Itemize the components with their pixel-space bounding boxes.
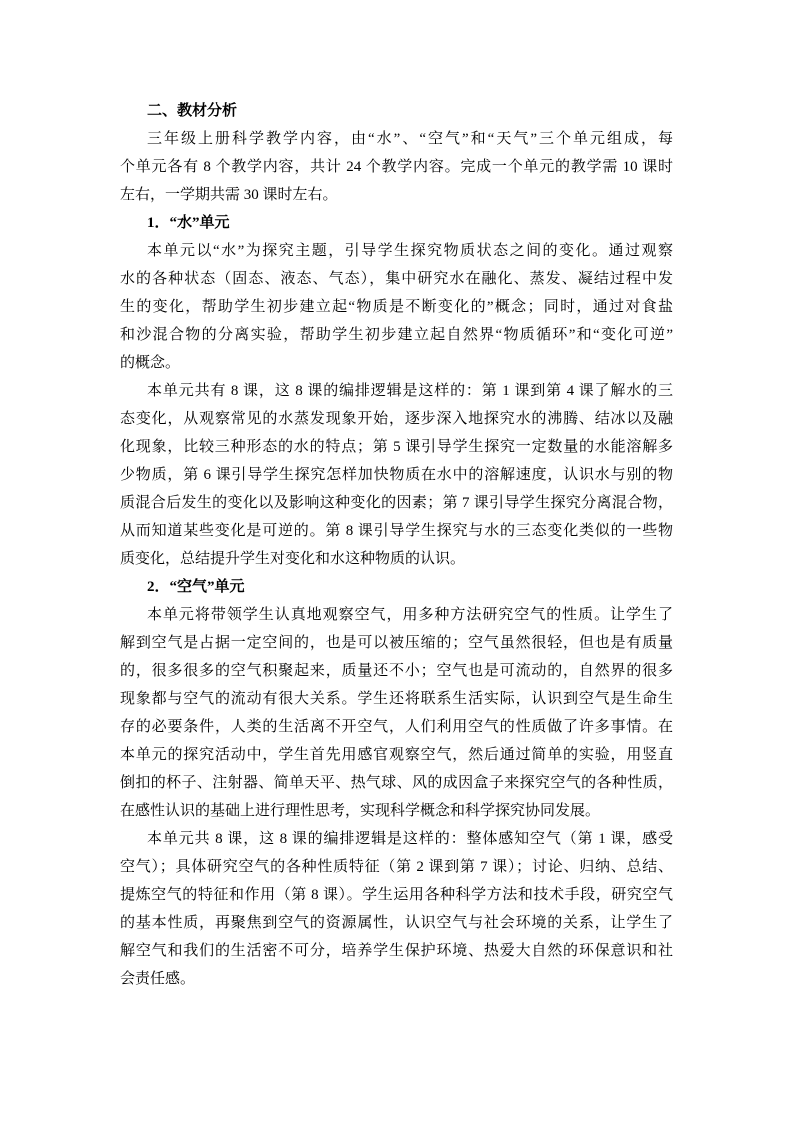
paragraph-line: 本单元将带领学生认真地观察空气，用多种方法研究空气的性质。让学生了	[147, 607, 673, 623]
air-unit-paragraph-2	[120, 825, 673, 993]
paragraph-line: 解到空气是占据一定空间的，也是可以被压缩的；空气虽然很轻，但也是有质量	[120, 635, 673, 651]
section-heading: 二、教材分析	[147, 103, 238, 119]
water-unit-heading: 1．“水”单元	[147, 215, 230, 231]
intro-paragraph	[120, 125, 673, 209]
paragraph-line: 现象都与空气的流动有很大关系。学生还将联系生活实际，认识到空气是生命生	[120, 691, 673, 707]
paragraph-line: 本单元以“水”为探究主题，引导学生探究物质状态之间的变化。通过观察	[147, 243, 673, 259]
paragraph-line: 本单元共有 8 课，这 8 课的编排逻辑是这样的：第 1 课到第 4 课了解水的三	[147, 383, 673, 399]
paragraph-line: 提炼空气的特征和作用（第 8 课）。学生运用各种科学方法和技术手段，研究空气	[120, 887, 673, 903]
paragraph-line: 水的各种状态（固态、液态、气态），集中研究水在融化、蒸发、凝结过程中发	[120, 271, 673, 287]
paragraph-line: 在感性认识的基础上进行理性思考，实现科学概念和科学探究协同发展。	[120, 803, 601, 819]
paragraph-line: 倒扣的杯子、注射器、简单天平、热气球、风的成因盒子来探究空气的各种性质，	[120, 775, 673, 791]
paragraph-line: 左右，一学期共需 30 课时左右。	[120, 187, 338, 203]
paragraph-line: 本单元的探究活动中，学生首先用感官观察空气，然后通过简单的实验，用竖直	[120, 747, 673, 763]
paragraph-line: 态变化，从观察常见的水蒸发现象开始，逐步深入地探究水的沸腾、结冰以及融	[120, 411, 673, 427]
paragraph-line: 空气）；具体研究空气的各种性质特征（第 2 课到第 7 课）；讨论、归纳、总结、	[120, 859, 673, 875]
paragraph-line: 生的变化，帮助学生初步建立起“物质是不断变化的”概念；同时，通过对食盐	[120, 299, 673, 315]
paragraph-line: 解空气和我们的生活密不可分，培养学生保护环境、热爱大自然的环保意识和社	[120, 943, 673, 959]
paragraph-line: 质变化，总结提升学生对变化和水这种物质的认识。	[120, 551, 466, 567]
air-unit-paragraph-1	[120, 601, 673, 825]
paragraph-line: 会责任感。	[120, 971, 196, 987]
paragraph-line: 三年级上册科学教学内容，由“水”、“空气”和“天气”三个单元组成，每	[147, 131, 673, 147]
water-unit-paragraph-2	[120, 377, 673, 573]
paragraph-line: 存的必要条件，人类的生活离不开空气，人们利用空气的性质做了许多事情。在	[120, 719, 673, 735]
paragraph-line: 的，很多很多的空气积聚起来，质量还不小；空气也是可流动的，自然界的很多	[120, 663, 673, 679]
paragraph-line: 质混合后发生的变化以及影响这种变化的因素；第 7 课引导学生探究分离混合物，	[120, 495, 673, 511]
paragraph-line: 个单元各有 8 个教学内容，共计 24 个教学内容。完成一个单元的教学需 10 课时	[120, 159, 673, 175]
paragraph-line: 化现象，比较三种形态的水的特点；第 5 课引导学生探究一定数量的水能溶解多	[120, 439, 673, 455]
air-unit-heading: 2．“空气”单元	[147, 579, 245, 595]
paragraph-line: 本单元共 8 课，这 8 课的编排逻辑是这样的：整体感知空气（第 1 课，感受	[147, 831, 673, 847]
paragraph-line: 从而知道某些变化是可逆的。第 8 课引导学生探究与水的三态变化类似的一些物	[120, 523, 673, 539]
paragraph-line: 和沙混合物的分离实验，帮助学生初步建立起自然界“物质循环”和“变化可逆”	[120, 327, 673, 343]
page-content	[120, 97, 673, 993]
paragraph-line: 少物质，第 6 课引导学生探究怎样加快物质在水中的溶解速度，认识水与别的物	[120, 467, 673, 483]
paragraph-line: 的基本性质，再聚焦到空气的资源属性，认识空气与社会环境的关系，让学生了	[120, 915, 673, 931]
water-unit-paragraph-1	[120, 237, 673, 377]
paragraph-line: 的概念。	[120, 355, 181, 371]
